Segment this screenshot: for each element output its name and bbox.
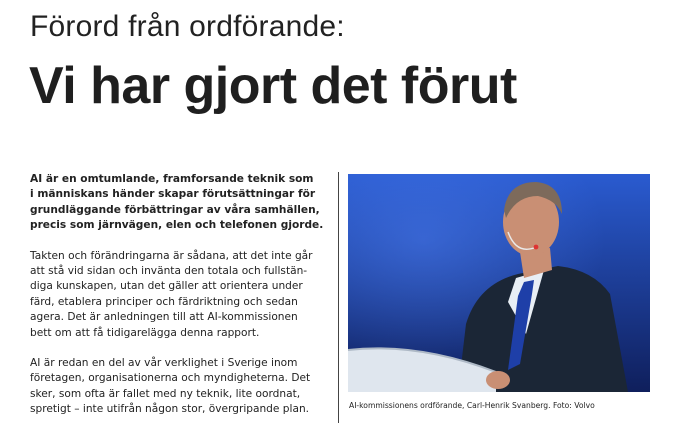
photo-caption: AI-kommissionens ordförande, Carl-Henrik Svanberg. Foto: Volvo: [349, 401, 595, 410]
column-divider: [338, 172, 339, 423]
body-paragraph: AI är redan en del av vår verklighet i Sverige inom företagen, organisationerna och myndigheterna. Det sker, som ofta är fallet med ny teknik, lite oordnat, spretigt – inte utifrån någon stor, övergripande plan.: [30, 357, 311, 416]
page-title: Vi har gjort det förut: [29, 57, 517, 115]
speaker-photo: [348, 174, 650, 392]
section-kicker: Förord från ordförande:: [30, 10, 345, 43]
speaker-photo-illustration: [348, 174, 650, 392]
body-text-column: [30, 172, 330, 423]
body-paragraph: Takten och förändringarna är sådana, att det inte går att stå vid sidan och invänta den totala och fullstän- diga kunskapen, utan det gäller att orientera under färd, etablera principer och färdriktning och sedan agera. Det är anledningen till att AI-kommissionen bett om att få tidigarelägga denna rapport.: [30, 249, 313, 339]
lead-paragraph: AI är en omtumlande, framforsande teknik som i människans händer skapar förutsättningar för grundläggande förbättringar av våra samhällen, precis som järnvägen, elen och telefonen gjorde.: [30, 173, 324, 232]
